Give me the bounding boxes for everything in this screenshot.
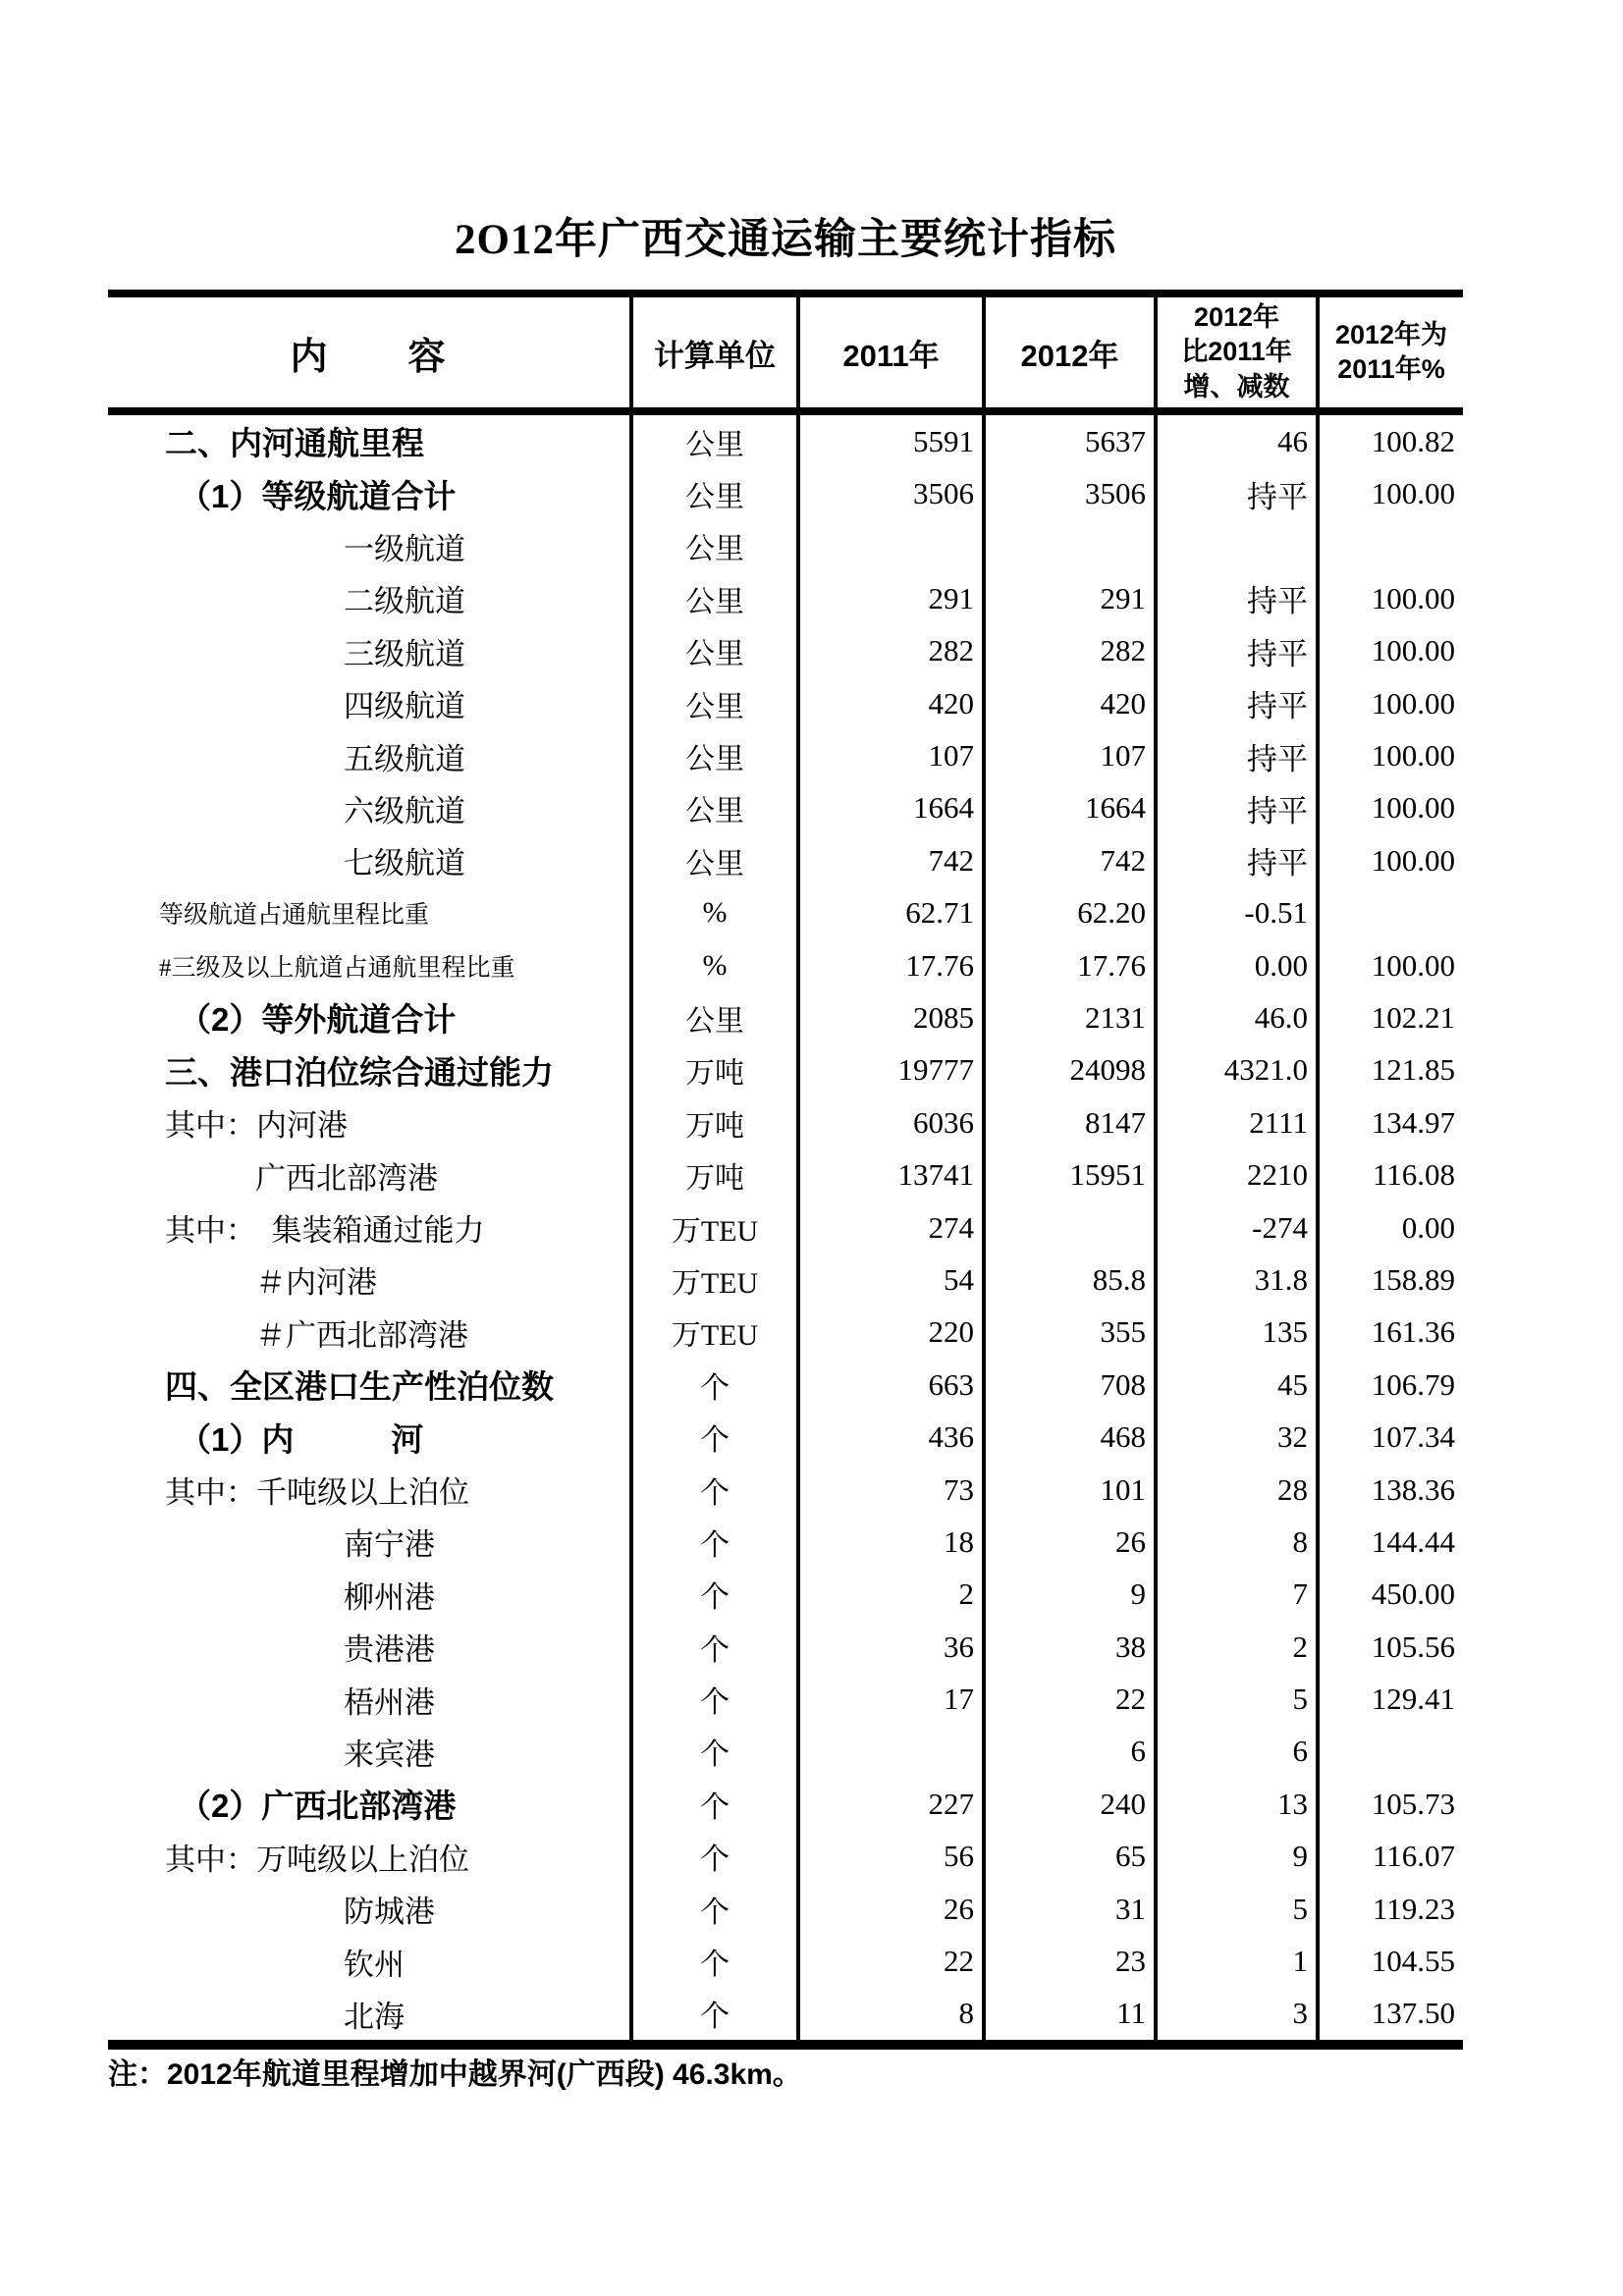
row-label-cell: 南宁港 <box>108 1516 631 1568</box>
row-label-cell: 其中： 集装箱通过能力 <box>108 1201 631 1254</box>
row-label-cell: 七级航道 <box>108 834 631 886</box>
row-value-2011-cell: 62.71 <box>798 887 984 939</box>
page-title: 2O12年广西交通运输主要统计指标 <box>455 217 1116 263</box>
row-unit-cell: 万吨 <box>631 1044 798 1096</box>
row-diff-cell: 2 <box>1156 1621 1318 1673</box>
table-row <box>108 1044 1463 1096</box>
row-unit-cell: 个 <box>631 1778 798 1830</box>
row-unit-cell: 个 <box>631 1831 798 1883</box>
statistics-table <box>108 290 1463 2050</box>
row-pct-cell: 129.41 <box>1371 1682 1455 1717</box>
table-row <box>108 1359 1463 1411</box>
row-pct-cell: 100.82 <box>1371 423 1455 458</box>
row-unit-cell: 个 <box>631 1411 798 1463</box>
row-value-2012-cell: 708 <box>984 1359 1156 1411</box>
row-diff-cell: 持平 <box>1156 625 1318 677</box>
row-value-2012-cell: 8147 <box>984 1096 1156 1148</box>
row-label-cell: 广西北部湾港 <box>108 1148 631 1201</box>
row-unit-cell: 个 <box>631 1621 798 1673</box>
row-value-2011-cell: 742 <box>798 834 984 886</box>
row-pct-cell: 450.00 <box>1371 1576 1455 1612</box>
row-label-cell: ＃内河港 <box>108 1254 631 1306</box>
row-pct-cell: 137.50 <box>1371 1996 1455 2031</box>
row-label-cell: 贵港港 <box>108 1621 631 1673</box>
row-pct-cell: 0.00 <box>1401 1209 1455 1245</box>
row-value-2011-cell: 18 <box>798 1516 984 1568</box>
row-pct-cell: 105.73 <box>1371 1786 1455 1821</box>
header-diff-line1: 2012年 <box>1193 302 1280 333</box>
row-value-2012-cell: 291 <box>984 572 1156 624</box>
header-diff <box>1156 294 1318 411</box>
row-value-2011-cell: 2 <box>798 1569 984 1621</box>
row-unit-cell: 个 <box>631 1935 798 1987</box>
row-label-cell: （1）等级航道合计 <box>108 467 631 519</box>
row-value-2012-cell: 2131 <box>984 991 1156 1043</box>
table-row <box>108 1516 1463 1568</box>
row-value-2011-cell: 436 <box>798 1411 984 1463</box>
header-pct-line2: 2011年% <box>1337 354 1445 384</box>
row-pct-cell: 134.97 <box>1371 1104 1455 1140</box>
row-value-2011-cell: 420 <box>798 677 984 729</box>
row-unit-cell: 公里 <box>631 467 798 519</box>
row-unit-cell: 个 <box>631 1569 798 1621</box>
table-row <box>108 625 1463 677</box>
table-row <box>108 991 1463 1043</box>
table-row <box>108 1307 1463 1359</box>
row-value-2011-cell: 36 <box>798 1621 984 1673</box>
row-pct-cell: 104.55 <box>1371 1944 1455 1979</box>
row-label-cell: 梧州港 <box>108 1673 631 1725</box>
header-pct-line1: 2012年为 <box>1334 319 1448 349</box>
row-value-2012-cell: 9 <box>984 1569 1156 1621</box>
row-diff-cell: 持平 <box>1156 677 1318 729</box>
header-year-2012: 2012年 <box>984 294 1156 411</box>
header-content: 内 容 <box>108 294 631 411</box>
row-pct-cell: 116.07 <box>1372 1839 1455 1874</box>
row-value-2011-cell <box>798 520 984 572</box>
table-row <box>108 939 1463 991</box>
row-value-2011-cell: 1664 <box>798 782 984 834</box>
row-pct-cell: 116.08 <box>1372 1157 1455 1193</box>
table-row <box>108 1621 1463 1673</box>
row-value-2012-cell: 468 <box>984 1411 1156 1463</box>
row-label-cell: 柳州港 <box>108 1569 631 1621</box>
row-pct-cell: 100.00 <box>1371 842 1455 878</box>
row-diff-cell: 5 <box>1156 1883 1318 1935</box>
row-value-2011-cell: 274 <box>798 1201 984 1254</box>
row-value-2011-cell: 227 <box>798 1778 984 1830</box>
row-diff-cell: 持平 <box>1156 834 1318 886</box>
row-label-cell: 钦州 <box>108 1935 631 1987</box>
row-value-2011-cell: 56 <box>798 1831 984 1883</box>
row-pct-cell: 100.00 <box>1371 685 1455 721</box>
row-diff-cell: 5 <box>1156 1673 1318 1725</box>
row-label-cell: 四、全区港口生产性泊位数 <box>108 1359 631 1411</box>
header-year-2011: 2011年 <box>798 294 984 411</box>
row-pct-cell: 100.00 <box>1371 580 1455 615</box>
table-row <box>108 834 1463 886</box>
row-unit-cell: 万TEU <box>631 1254 798 1306</box>
table-row <box>108 1201 1463 1254</box>
row-unit-cell: 个 <box>631 1359 798 1411</box>
row-unit-cell: 个 <box>631 1883 798 1935</box>
row-value-2012-cell: 26 <box>984 1516 1156 1568</box>
header-pct <box>1318 294 1463 411</box>
row-value-2012-cell: 23 <box>984 1935 1156 1987</box>
row-diff-cell: 9 <box>1156 1831 1318 1883</box>
row-diff-cell: 2210 <box>1156 1148 1318 1201</box>
row-pct-cell: 138.36 <box>1371 1471 1455 1507</box>
table-row <box>108 1778 1463 1830</box>
row-pct-cell: 100.00 <box>1371 947 1455 983</box>
header-row <box>108 294 1463 411</box>
row-label-cell: 二级航道 <box>108 572 631 624</box>
row-diff-cell: 28 <box>1156 1464 1318 1516</box>
row-value-2011-cell: 8 <box>798 1988 984 2045</box>
row-diff-cell: 3 <box>1156 1988 1318 2045</box>
row-diff-cell: 46.0 <box>1156 991 1318 1043</box>
row-diff-cell: 32 <box>1156 1411 1318 1463</box>
row-value-2011-cell: 663 <box>798 1359 984 1411</box>
row-label-cell: 三、港口泊位综合通过能力 <box>108 1044 631 1096</box>
row-value-2012-cell: 1664 <box>984 782 1156 834</box>
row-label-cell: 六级航道 <box>108 782 631 834</box>
row-value-2012-cell: 15951 <box>984 1148 1156 1201</box>
table-row <box>108 1569 1463 1621</box>
row-diff-cell: 持平 <box>1156 782 1318 834</box>
row-diff-cell: 46 <box>1156 411 1318 467</box>
row-pct-cell: 105.56 <box>1371 1629 1455 1664</box>
row-pct-cell: 106.79 <box>1371 1366 1455 1402</box>
row-value-2012-cell: 5637 <box>984 411 1156 467</box>
table-row <box>108 782 1463 834</box>
row-unit-cell: 公里 <box>631 991 798 1043</box>
table-row <box>108 1254 1463 1306</box>
row-label-cell: 四级航道 <box>108 677 631 729</box>
table-row <box>108 1988 1463 2045</box>
row-value-2012-cell: 240 <box>984 1778 1156 1830</box>
row-diff-cell: 31.8 <box>1156 1254 1318 1306</box>
row-pct-cell <box>1318 1726 1463 1778</box>
row-label-cell: 其中：万吨级以上泊位 <box>108 1831 631 1883</box>
row-value-2012-cell: 62.20 <box>984 887 1156 939</box>
table-row <box>108 1464 1463 1516</box>
row-label-cell: 其中：内河港 <box>108 1096 631 1148</box>
table-row <box>108 677 1463 729</box>
table-row <box>108 887 1463 939</box>
row-value-2011-cell: 22 <box>798 1935 984 1987</box>
row-diff-cell: 13 <box>1156 1778 1318 1830</box>
table-row <box>108 572 1463 624</box>
row-label-cell: 等级航道占通航里程比重 <box>108 887 631 939</box>
row-value-2011-cell: 26 <box>798 1883 984 1935</box>
row-label-cell: （1）内 河 <box>108 1411 631 1463</box>
row-value-2012-cell: 282 <box>984 625 1156 677</box>
row-unit-cell: 个 <box>631 1726 798 1778</box>
row-unit-cell: 公里 <box>631 520 798 572</box>
row-value-2011-cell: 107 <box>798 729 984 781</box>
row-pct-cell <box>1318 887 1463 939</box>
row-pct-cell: 119.23 <box>1372 1891 1455 1926</box>
row-label-cell: 三级航道 <box>108 625 631 677</box>
row-pct-cell: 144.44 <box>1371 1523 1455 1559</box>
row-pct-cell: 100.00 <box>1371 476 1455 511</box>
row-unit-cell: 公里 <box>631 572 798 624</box>
row-unit-cell: 个 <box>631 1988 798 2045</box>
row-unit-cell: % <box>631 887 798 939</box>
row-label-cell: （2）等外航道合计 <box>108 991 631 1043</box>
row-unit-cell: % <box>631 939 798 991</box>
row-value-2012-cell: 31 <box>984 1883 1156 1935</box>
row-value-2011-cell: 6036 <box>798 1096 984 1148</box>
table-row <box>108 1726 1463 1778</box>
row-pct-cell: 100.00 <box>1371 790 1455 826</box>
row-diff-cell: 4321.0 <box>1156 1044 1318 1096</box>
row-value-2012-cell: 107 <box>984 729 1156 781</box>
row-pct-cell: 107.34 <box>1371 1419 1455 1455</box>
row-label-cell: #三级及以上航道占通航里程比重 <box>108 939 631 991</box>
row-value-2012-cell: 355 <box>984 1307 1156 1359</box>
footnote: 注：2012年航道里程增加中越界河(广西段) 46.3km。 <box>108 2058 802 2091</box>
table-row <box>108 1096 1463 1148</box>
row-label-cell: 防城港 <box>108 1883 631 1935</box>
row-label-cell: 其中：千吨级以上泊位 <box>108 1464 631 1516</box>
table-row <box>108 729 1463 781</box>
row-value-2012-cell: 65 <box>984 1831 1156 1883</box>
row-unit-cell: 公里 <box>631 834 798 886</box>
row-value-2012-cell: 742 <box>984 834 1156 886</box>
row-value-2011-cell: 2085 <box>798 991 984 1043</box>
row-value-2012-cell <box>984 1201 1156 1254</box>
row-value-2011-cell: 19777 <box>798 1044 984 1096</box>
row-value-2012-cell: 6 <box>984 1726 1156 1778</box>
row-value-2012-cell: 420 <box>984 677 1156 729</box>
table-row <box>108 467 1463 519</box>
row-label-cell: 二、内河通航里程 <box>108 411 631 467</box>
row-unit-cell: 万吨 <box>631 1096 798 1148</box>
row-value-2012-cell <box>984 520 1156 572</box>
row-label-cell: 北海 <box>108 1988 631 2045</box>
row-value-2011-cell <box>798 1726 984 1778</box>
row-value-2011-cell: 282 <box>798 625 984 677</box>
row-diff-cell: -274 <box>1156 1201 1318 1254</box>
row-diff-cell: 6 <box>1156 1726 1318 1778</box>
row-label-cell: 来宾港 <box>108 1726 631 1778</box>
row-value-2011-cell: 5591 <box>798 411 984 467</box>
row-pct-cell: 100.00 <box>1371 633 1455 668</box>
table-row <box>108 1673 1463 1725</box>
row-diff-cell <box>1156 520 1318 572</box>
table-row <box>108 411 1463 467</box>
row-value-2011-cell: 13741 <box>798 1148 984 1201</box>
row-value-2012-cell: 85.8 <box>984 1254 1156 1306</box>
table-row <box>108 1831 1463 1883</box>
row-label-cell: 五级航道 <box>108 729 631 781</box>
row-unit-cell: 公里 <box>631 729 798 781</box>
row-unit-cell: 个 <box>631 1516 798 1568</box>
row-diff-cell: 2111 <box>1156 1096 1318 1148</box>
row-diff-cell: 持平 <box>1156 729 1318 781</box>
row-value-2011-cell: 3506 <box>798 467 984 519</box>
row-value-2012-cell: 101 <box>984 1464 1156 1516</box>
row-pct-cell: 161.36 <box>1371 1314 1455 1350</box>
table-row <box>108 1411 1463 1463</box>
table-row <box>108 1883 1463 1935</box>
row-unit-cell: 公里 <box>631 677 798 729</box>
row-unit-cell: 公里 <box>631 411 798 467</box>
row-value-2012-cell: 17.76 <box>984 939 1156 991</box>
table-header <box>108 294 1463 411</box>
row-diff-cell: 0.00 <box>1156 939 1318 991</box>
table-row <box>108 1148 1463 1201</box>
header-diff-line3: 增、减数 <box>1183 371 1290 401</box>
row-label-cell: 一级航道 <box>108 520 631 572</box>
row-value-2012-cell: 24098 <box>984 1044 1156 1096</box>
row-label-cell: （2）广西北部湾港 <box>108 1778 631 1830</box>
header-diff-line2: 比2011年 <box>1181 337 1292 367</box>
row-value-2011-cell: 17.76 <box>798 939 984 991</box>
table-body <box>108 411 1463 2045</box>
row-value-2011-cell: 54 <box>798 1254 984 1306</box>
row-value-2011-cell: 17 <box>798 1673 984 1725</box>
row-pct-cell: 121.85 <box>1371 1052 1455 1088</box>
header-unit: 计算单位 <box>631 294 798 411</box>
row-unit-cell: 个 <box>631 1464 798 1516</box>
row-unit-cell: 万TEU <box>631 1307 798 1359</box>
row-pct-cell <box>1318 520 1463 572</box>
row-diff-cell: 135 <box>1156 1307 1318 1359</box>
row-diff-cell: -0.51 <box>1156 887 1318 939</box>
row-value-2012-cell: 3506 <box>984 467 1156 519</box>
row-value-2012-cell: 38 <box>984 1621 1156 1673</box>
table-row <box>108 520 1463 572</box>
row-pct-cell: 158.89 <box>1371 1261 1455 1297</box>
row-unit-cell: 个 <box>631 1673 798 1725</box>
row-unit-cell: 万吨 <box>631 1148 798 1201</box>
row-diff-cell: 7 <box>1156 1569 1318 1621</box>
table-row <box>108 1935 1463 1987</box>
row-pct-cell: 100.00 <box>1371 738 1455 774</box>
row-diff-cell: 持平 <box>1156 467 1318 519</box>
row-value-2011-cell: 73 <box>798 1464 984 1516</box>
row-pct-cell: 102.21 <box>1371 999 1455 1035</box>
row-diff-cell: 45 <box>1156 1359 1318 1411</box>
row-unit-cell: 公里 <box>631 782 798 834</box>
row-value-2011-cell: 220 <box>798 1307 984 1359</box>
row-diff-cell: 8 <box>1156 1516 1318 1568</box>
row-diff-cell: 1 <box>1156 1935 1318 1987</box>
row-label-cell: ＃广西北部湾港 <box>108 1307 631 1359</box>
row-value-2012-cell: 22 <box>984 1673 1156 1725</box>
row-diff-cell: 持平 <box>1156 572 1318 624</box>
row-unit-cell: 万TEU <box>631 1201 798 1254</box>
row-value-2011-cell: 291 <box>798 572 984 624</box>
row-value-2012-cell: 11 <box>984 1988 1156 2045</box>
row-unit-cell: 公里 <box>631 625 798 677</box>
